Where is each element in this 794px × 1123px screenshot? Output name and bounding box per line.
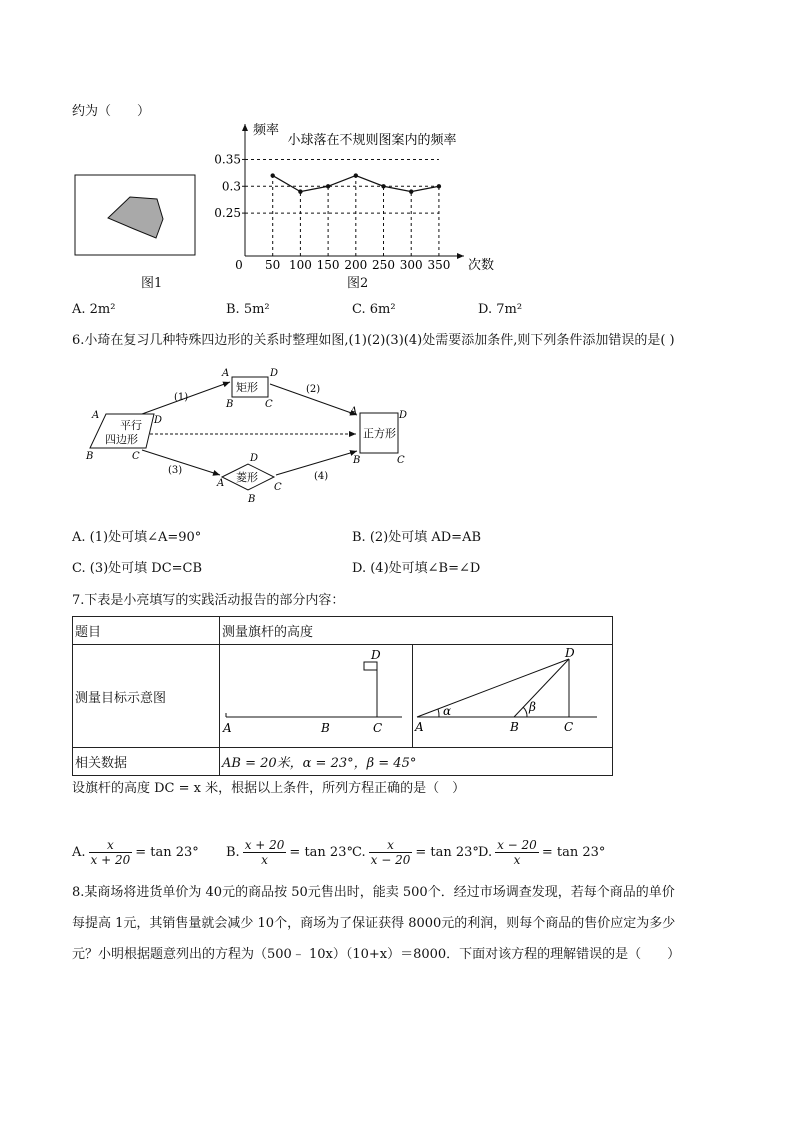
q6-option-c: C. (3)处可填 DC=CB [72,561,203,576]
data-point [354,173,358,177]
figure-1 [74,174,198,258]
data-point [437,184,441,188]
arrow-1-label: (1) [174,392,189,403]
line-ad [417,659,569,717]
data-point [381,184,385,188]
square-label: 正方形 [363,427,396,440]
point-c: C [564,720,574,734]
chart-title: 小球落在不规则图案内的频率 [287,133,457,148]
data-point [271,173,275,177]
q7-stem: 7.下表是小亮填写的实践活动报告的部分内容： [72,593,345,608]
fraction [369,838,413,867]
rh-vertex-d: D [250,453,259,464]
pg-vertex-a: A [92,410,100,421]
q8-line-3: 元？小明根据题意列出的方程为（500﹣ 10x）（10+x）＝8000．下面对该方程的理解错误的是（ ） [72,947,681,962]
q5-option-c: C. 6m² [352,302,396,317]
option-letter: A. [72,845,86,860]
figure-2-chart [214,123,522,290]
q5-option-d: D. 7m² [478,302,523,317]
table-row [73,748,613,776]
y-tick-label: 0.25 [214,206,241,221]
angle-alpha: α [443,704,452,718]
denominator: x − 20 [370,853,411,867]
y-tick-label: 0.35 [214,152,241,167]
line-bd [514,659,569,717]
q8-line-1: 8.某商场将进货单价为 40元的商品按 50元售出时，能卖 500个．经过市场调查发现，若每个商品的单价 [72,885,675,900]
numerator: x [107,838,114,852]
data-point [298,189,302,193]
numerator: x − 20 [497,838,537,852]
point-d: D [565,646,575,660]
rhombus-label: 菱形 [236,471,258,484]
point-d: D [371,648,381,662]
pg-vertex-b: B [86,451,94,462]
flagpole-figure-left [220,645,412,743]
x-tick-label: 300 [399,258,423,272]
option-letter: B. [226,845,240,860]
q6-option-b: B. (2)处可填 AD=AB [352,530,482,545]
point-a: A [223,721,232,735]
q6-option-a: A. (1)处可填∠A=90° [72,530,202,545]
equation-rhs: = tan 23° [541,845,606,860]
numerator: x [387,838,394,852]
q5-option-a: A. 2m² [72,302,116,317]
flag [364,662,377,670]
numerator: x + 20 [244,838,285,852]
y-tick-label: 0.3 [221,179,241,194]
angle-beta: β [529,700,536,714]
x-tick-label: 50 [265,258,281,272]
arrow-3-label: (3) [168,465,183,476]
pg-vertex-d: D [154,415,163,426]
x-tick-label: 350 [427,258,451,272]
equation-rhs: = tan 23° [289,845,353,860]
equation-rhs: = tan 23° [135,845,199,860]
rectangle-label: 矩形 [236,381,258,394]
q7-option-d [478,838,605,867]
option-letter: C. [352,845,366,860]
rect-vertex-b: B [226,399,234,410]
q7-question: 设旗杆的高度 DC = x 米，根据以上条件，所列方程正确的是（ ） [72,781,466,796]
rh-vertex-b: B [248,494,256,505]
y-axis-label: 频率 [253,123,280,138]
sq-vertex-d: D [399,410,408,421]
fraction [495,838,539,867]
rect-vertex-c: C [265,399,273,410]
fraction [89,838,133,867]
parallelogram-label-1: 平行 [120,419,142,432]
rect-vertex-a: A [222,368,230,379]
x-tick-label: 250 [372,258,395,272]
arrow-2-label: (2) [306,384,321,395]
figure-1-caption: 图1 [141,276,163,291]
arrow-4-label: (4) [314,471,329,482]
origin-label: 0 [235,258,243,272]
table-cell: AB = 20米，α = 23°，β = 45° [220,748,613,776]
q8-line-2: 每提高 1元，其销售量就会减少 10个，商场为了保证获得 8000元的利润，则每个商品的售价应定为多少 [72,916,676,931]
table-cell: 题目 [73,617,220,645]
point-b: B [510,720,519,734]
sq-vertex-c: C [397,455,405,466]
table-cell: 测量目标示意图 [73,645,220,748]
q5-stem-tail: 约为（ ） [72,104,151,119]
denominator: x + 20 [90,853,131,867]
table-row [73,617,613,645]
q7-option-b [226,838,353,867]
x-tick-label: 100 [288,258,312,272]
q7-option-a [72,838,199,867]
rh-vertex-c: C [274,482,282,493]
practice-report-table [72,616,613,776]
denominator: x [495,852,539,867]
quadrilateral-relation-diagram [84,360,420,510]
denominator: x [243,852,287,867]
x-axis-label: 次数 [468,258,495,273]
q6-stem: 6.小琦在复习几种特殊四边形的关系时整理如图,(1)(2)(3)(4)处需要添加条件,则下列条件添加错误的是( ) [72,333,675,348]
table-row [73,645,613,748]
parallelogram-label-2: 四边形 [105,433,138,446]
x-tick-label: 150 [316,258,340,272]
table-cell: 相关数据 [73,748,220,776]
table-cell: 测量旗杆的高度 [220,617,613,645]
data-point [326,184,330,188]
table-cell [413,645,613,748]
q7-option-c [352,838,479,867]
rh-vertex-a: A [217,478,225,489]
option-letter: D. [478,845,493,860]
point-b: B [321,721,330,735]
equation-rhs: = tan 23° [415,845,479,860]
point-c: C [373,721,383,735]
fraction [243,838,287,867]
q5-option-b: B. 5m² [226,302,270,317]
flagpole-figure-right [413,645,609,743]
x-tick-label: 200 [344,258,368,272]
figure-2-caption: 图2 [347,276,369,291]
point-a: A [415,720,424,734]
q6-option-d: D. (4)处可填∠B=∠D [352,561,481,576]
pg-vertex-c: C [132,451,140,462]
rect-vertex-d: D [270,368,279,379]
sq-vertex-a: A [350,406,358,417]
data-point [409,189,413,193]
sq-vertex-b: B [353,455,361,466]
table-cell [220,645,413,748]
